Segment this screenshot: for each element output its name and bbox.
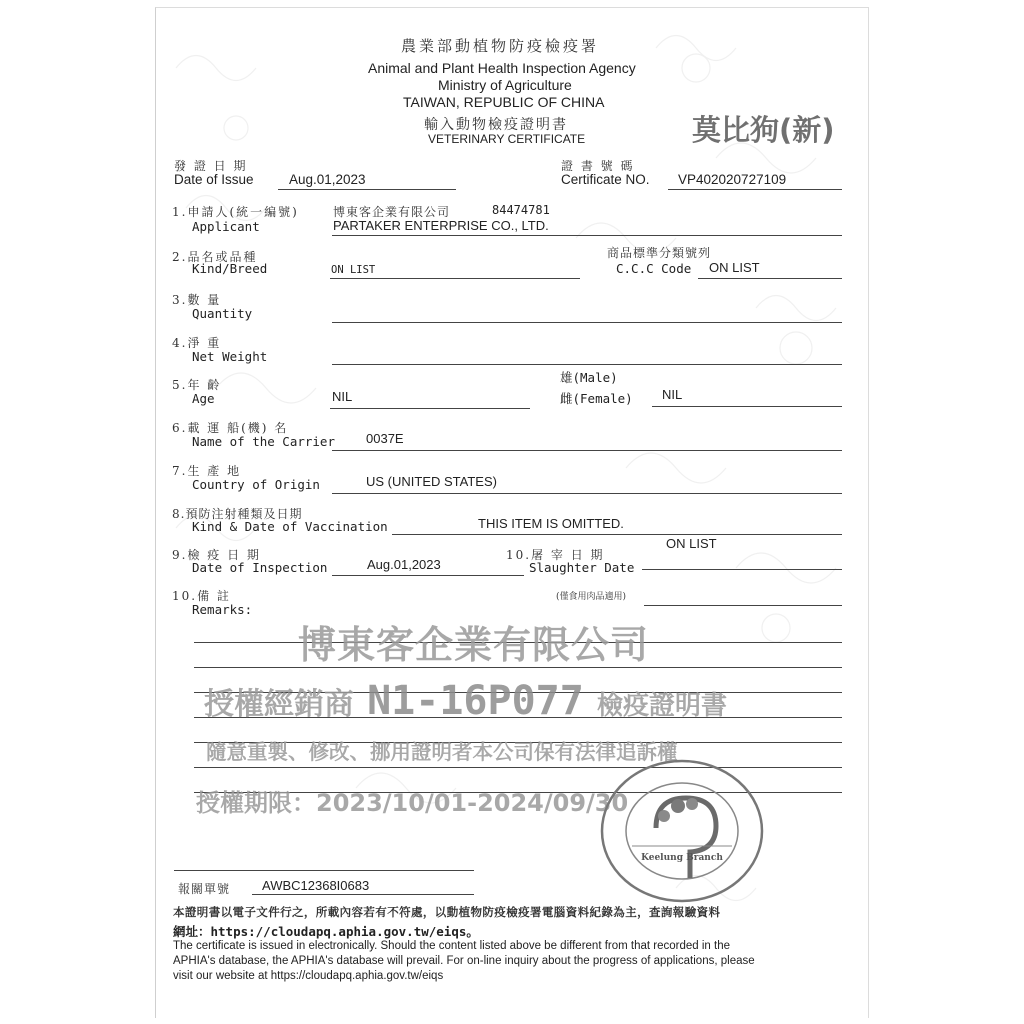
vaccination-label: Kind & Date of Vaccination <box>192 519 388 534</box>
ccc-code-label: C.C.C Code <box>616 261 692 276</box>
origin-label-cn: 7.生 產 地 <box>172 464 242 478</box>
watermark-dealer <box>204 678 727 724</box>
certificate-title-english: VETERINARY CERTIFICATE <box>428 132 586 146</box>
ministry-name: Ministry of Agriculture <box>438 77 572 93</box>
footer-note-en-line2: APHIA's database, the APHIA's database will prevail. For on-line inquiry about the progress of applications, please <box>173 955 755 967</box>
issue-date-value: Aug.01,2023 <box>289 172 366 187</box>
applicant-value-cn: 博東客企業有限公司 <box>333 205 451 219</box>
watermark-dealer-suffix: 檢疫證明書 <box>596 691 727 721</box>
footer-note-en-line1: The certificate is issued in electronically. Should the content listed above be different from that recorded in the <box>173 940 730 952</box>
product-badge: 莫比狗(新) <box>692 113 835 147</box>
ccc-code-value: ON LIST <box>709 260 760 275</box>
applicant-label-cn: 1.申請人(統一編號) <box>172 205 299 219</box>
origin-value: US (UNITED STATES) <box>366 474 497 489</box>
kind-label: Kind/Breed <box>192 261 268 276</box>
quantity-label: Quantity <box>192 306 253 321</box>
inspection-date-value: Aug.01,2023 <box>367 557 441 572</box>
country-name: TAIWAN, REPUBLIC OF CHINA <box>403 94 605 110</box>
watermark-company: 博東客企業有限公司 <box>298 623 650 667</box>
carrier-label-cn: 6.載 運 船(機) 名 <box>172 421 289 435</box>
inspection-date-label: Date of Inspection <box>192 560 328 575</box>
customs-no-value: AWBC12368I0683 <box>262 878 370 893</box>
issue-date-label-cn: 發 證 日 期 <box>174 159 248 173</box>
kind-value: ON LIST <box>331 264 376 276</box>
watermark-dealer-code: N1-16P077 <box>367 678 584 724</box>
age-value: NIL <box>332 389 353 404</box>
applicant-value: PARTAKER ENTERPRISE CO., LTD. <box>333 218 549 233</box>
carrier-label: Name of the Carrier <box>192 434 335 449</box>
slaughter-date-note: (僅食用肉品適用) <box>556 592 627 602</box>
customs-no-label-cn: 報關單號 <box>178 882 231 896</box>
certificate-page <box>155 7 869 1018</box>
carrier-value: 0037E <box>366 431 404 446</box>
age-label: Age <box>192 391 215 406</box>
seal-branch-label: Keelung Branch <box>641 853 723 863</box>
remarks-label-cn: 10.備 註 <box>172 589 231 603</box>
male-label: 雄(Male) <box>560 370 618 385</box>
issue-date-label: Date of Issue <box>174 172 254 187</box>
applicant-label: Applicant <box>192 219 260 234</box>
certificate-no-value: VP402020727109 <box>678 172 787 187</box>
footer-note-en-line3: visit our website at https://cloudapq.aphia.gov.tw/eiqs <box>173 970 444 982</box>
applicant-id: 84474781 <box>492 203 550 217</box>
watermark-period: 授權期限：2023/10/01-2024/09/30 <box>196 789 629 817</box>
age-label-cn: 5.年 齡 <box>172 378 222 392</box>
slaughter-date-value: ON LIST <box>666 536 717 551</box>
footer-note-cn-line1: 本證明書以電子文件行之，所載內容若有不符處，以動植物防疫檢疫署電腦資料紀錄為主，查詢報驗資料 <box>173 905 721 919</box>
slaughter-date-label: Slaughter Date <box>529 560 635 575</box>
seal-emblem-icon <box>656 798 716 878</box>
official-seal <box>596 756 768 906</box>
watermark-warning: 隨意重製、修改、挪用證明者本公司保有法律追訴權 <box>206 740 678 764</box>
vaccination-value: THIS ITEM IS OMITTED. <box>478 516 624 531</box>
net-weight-label-cn: 4.淨 重 <box>172 336 222 350</box>
slaughter-date-label-cn: 10.屠 宰 日 期 <box>506 548 605 562</box>
agency-name-english: Animal and Plant Health Inspection Agency <box>368 60 636 76</box>
kind-label-cn: 2.品名或品種 <box>172 250 258 264</box>
origin-label: Country of Origin <box>192 477 320 492</box>
female-label: 雌(Female) <box>560 391 633 406</box>
watermark-dealer-prefix: 授權經銷商 <box>204 687 354 722</box>
certificate-no-label-cn: 證 書 號 碼 <box>561 159 635 173</box>
certificate-title-chinese: 輸入動物檢疫證明書 <box>424 117 568 133</box>
quantity-label-cn: 3.數 量 <box>172 293 222 307</box>
footer-note-cn-line2: 網址：https://cloudapq.aphia.gov.tw/eiqs。 <box>173 924 479 939</box>
net-weight-label: Net Weight <box>192 349 268 364</box>
vaccination-label-cn: 8.預防注射種類及日期 <box>172 507 303 521</box>
ccc-code-label-cn: 商品標準分類號列 <box>607 246 712 260</box>
inspection-date-label-cn: 9.檢 疫 日 期 <box>172 548 261 562</box>
agency-name-chinese: 農業部動植物防疫檢疫署 <box>401 37 600 55</box>
remarks-label: Remarks: <box>192 602 253 617</box>
certificate-no-label: Certificate NO. <box>561 172 650 187</box>
sex-value: NIL <box>662 387 683 402</box>
